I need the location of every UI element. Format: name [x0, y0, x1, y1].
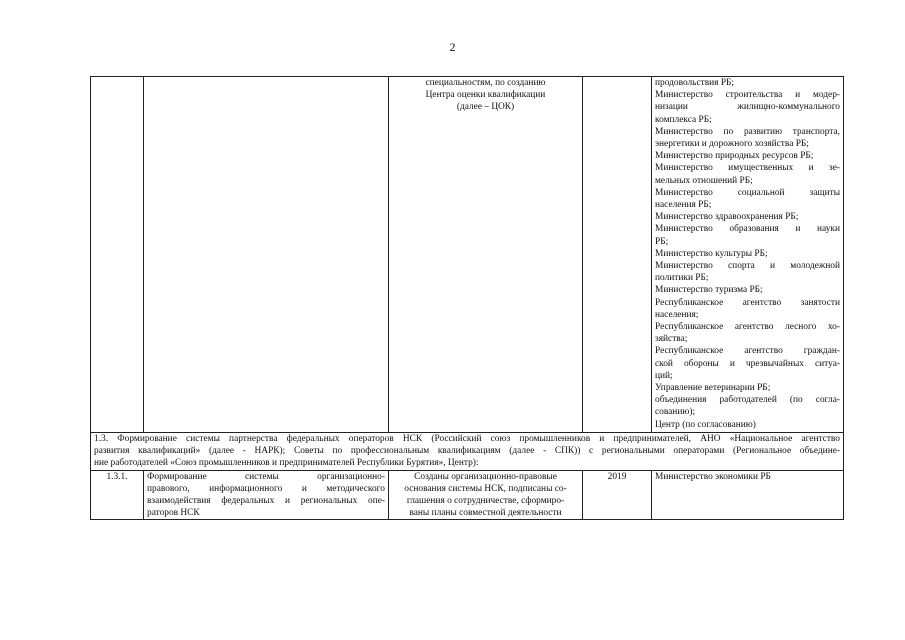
cell-executors-continued: [652, 77, 844, 433]
executor-line: Республиканское агентство занятости: [655, 297, 840, 308]
cell-number-empty: [91, 77, 144, 433]
cell-executor: [652, 470, 844, 520]
table-row-continued: [91, 77, 844, 433]
executor-line: низации жилищно-коммунального: [655, 102, 840, 113]
cell-measure: [144, 470, 389, 520]
section-line: 1.3. Формирование системы партнерства федеральных операторов НСК (Российский союз промышленников и предпринимателей, АНО «Национальное агентство: [94, 434, 840, 444]
result-line: (далее – ЦОК): [456, 102, 515, 113]
executor-line: Республиканское агентство лесного хо-: [655, 322, 840, 333]
executor-line: Министерство туризма РБ;: [655, 285, 763, 296]
executor-line: Управление ветеринарии РБ;: [655, 383, 771, 394]
section-line: ние работодателей «Союз промышленников и предпринимателей Республики Бурятия», Центр):: [94, 458, 479, 469]
executor-line: Министерство по развитию транспорта,: [655, 126, 840, 137]
executor-line: Министерство здравоохранения РБ;: [655, 212, 799, 223]
executor-line: зяйства;: [655, 334, 688, 345]
executor-line: мельных отношений РБ;: [655, 175, 753, 186]
result-line: Центра оценки квалификации: [425, 90, 546, 101]
executor-line: Министерство социальной защиты: [655, 187, 840, 198]
measure-line: взаимодействия федеральных и региональных опе-: [147, 496, 385, 507]
section-heading-1-3: [91, 433, 844, 471]
executor-line: населения РБ;: [655, 200, 712, 211]
plan-table: [90, 76, 844, 520]
year-value: 2019: [607, 471, 627, 482]
result-line: ваны планы совместной деятельности: [409, 508, 562, 519]
executor-line: объединения работодателей (по согла-: [655, 395, 840, 406]
executor-line: РБ;: [655, 236, 669, 247]
executor-line: Министерство строительства и модер-: [655, 90, 840, 101]
executor-line: политики РБ;: [655, 273, 709, 284]
table-row-1-3-1: [91, 470, 844, 520]
executor-line: комплекса РБ;: [655, 114, 712, 125]
result-line: основания системы НСК, подписаны со-: [404, 483, 567, 494]
executor-line: Министерство экономики РБ: [655, 471, 771, 482]
executor-line: Республиканское агентство граждан-: [655, 346, 840, 357]
executor-line: Министерство спорта и молодежной: [655, 261, 840, 272]
executor-line: продовольствия РБ;: [655, 78, 735, 88]
cell-measure-empty: [144, 77, 389, 433]
measure-line: Формирование системы организационно-: [147, 471, 385, 482]
result-line: Созданы организационно-правовые: [414, 471, 557, 482]
result-line: специальностям, по созданию: [425, 78, 546, 88]
executor-line: ций;: [655, 370, 673, 381]
section-row: [91, 433, 844, 471]
measure-line: раторов НСК: [147, 508, 200, 519]
executor-line: Министерство культуры РБ;: [655, 248, 768, 259]
executor-line: Министерство образования и науки: [655, 224, 840, 235]
cell-result-continued: [389, 77, 583, 433]
executor-line: Министерство природных ресурсов РБ;: [655, 151, 814, 162]
section-line: развития квалификаций» (далее - НАРК); Советы по профессиональным квалификациям (далее - СПК)) с региональными операторами (Региональное объедине-: [94, 446, 840, 457]
executor-line: Центр (по согласованию): [655, 419, 756, 430]
result-line: глашения о сотрудничестве, сформиро-: [406, 496, 565, 507]
executor-line: Министерство имущественных и зе-: [655, 163, 840, 174]
cell-result: [389, 470, 583, 520]
item-number: 1.3.1.: [106, 471, 128, 482]
measure-line: правового, информационного и методического: [147, 483, 385, 494]
cell-year: [583, 470, 652, 520]
executor-line: сованию);: [655, 407, 696, 418]
executor-line: населения;: [655, 309, 699, 320]
executor-line: ской обороны и чрезвычайных ситуа-: [655, 358, 840, 369]
page-number: 2: [449, 40, 456, 54]
cell-number: [91, 470, 144, 520]
cell-year-empty: [583, 77, 652, 433]
executor-line: энергетики и дорожного хозяйства РБ;: [655, 139, 809, 150]
